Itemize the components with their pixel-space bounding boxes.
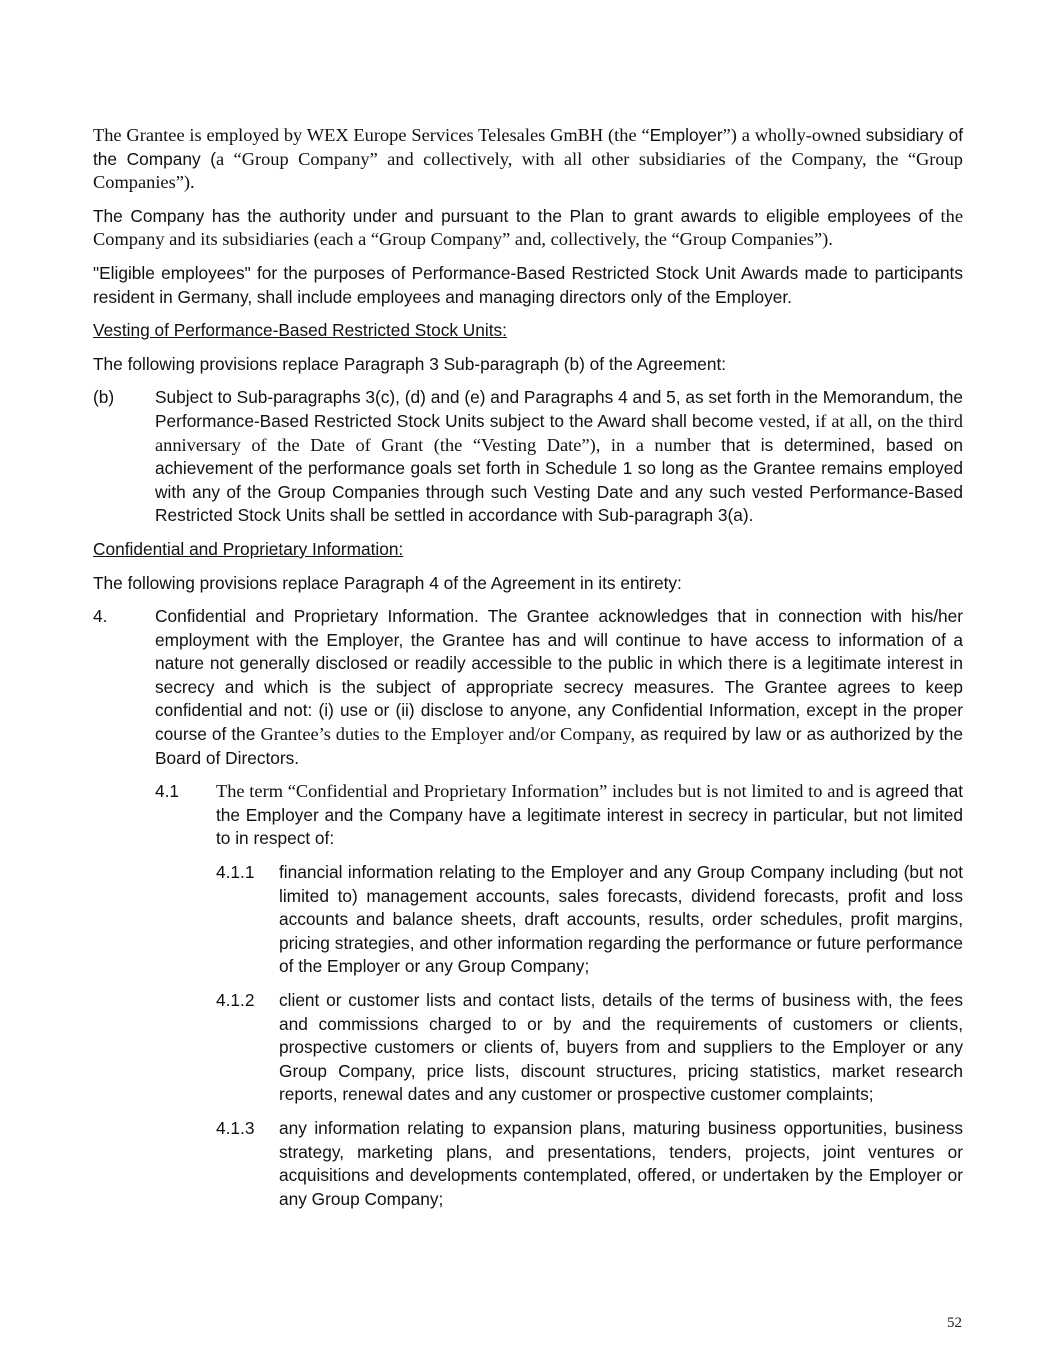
clause-4-1-3 [93, 1117, 963, 1211]
clause-number: 4. [93, 606, 108, 627]
vesting-section-heading: Vesting of Performance-Based Restricted Stock Units: [93, 320, 507, 341]
text-run: Confidential and Proprietary Information. The Grantee acknowledges that in connection with his/her employment with the Employer, the Grantee has and will continue to have access to information of a nature not generally disclosed or readily accessible to the public in which there is a legitimate interest in secrecy and which is the subject of appropriate secrecy measures. The Grantee agrees to keep confidential and not: (i) use or (ii) disclose to anyone, any Confidential Information, except in the proper course of the [155, 606, 963, 745]
company-authority-paragraph [93, 205, 963, 252]
clause-text: client or customer lists and contact lists, details of the terms of business with, the fees and commissions charged to or by and the requirements of customers or clients, prospective customers or clients of, buyers from and suppliers to the Employer or any Group Company, price lists, discount structures, pricing statistics, market research reports, renewal dates and any customer or prospective customer complaints; [279, 990, 963, 1105]
text-run: ”) a wholly-owned [722, 125, 866, 145]
clause-4-1-2 [93, 989, 963, 1107]
clause-text: any information relating to expansion plans, maturing business opportunities, business strategy, marketing plans, and presentations, tenders, projects, joint ventures or acquisitions and developments contemplated, offered, or undertaken by the Employer or any Group Company; [279, 1117, 963, 1209]
clause-number: (b) [93, 387, 115, 408]
clause-text [155, 386, 963, 528]
clause-4-1-1 [93, 861, 963, 979]
clause-text [216, 780, 963, 851]
clause-4 [93, 605, 963, 770]
page-number: 52 [947, 1315, 962, 1331]
clause-number: 4.1.3 [216, 1117, 255, 1138]
clause-text [155, 605, 963, 770]
text-run: a “Group Company” and collectively, with all other subsidiaries of the Company, the “Group Companies”). [93, 148, 964, 193]
text-run: as required by law or as authorized by the Board of Directors. [155, 724, 963, 768]
text-run: Grantee’s duties to the Employer and/or Company, [260, 724, 636, 745]
text-run: subsidiary of the Company ( [93, 125, 963, 169]
text-run: Subject to Sub-paragraphs 3(c), (d) and (e) and Paragraphs 4 and 5, as set forth in the Memorandum, the Performance-Based Restricted Stock Units subject to the Award shall become [155, 387, 963, 431]
text-run: vested, if at all, on the third anniversary of the Date of Grant (the “Vesting Date”), in a number [155, 410, 963, 455]
clause-number: 4.1 [155, 781, 180, 802]
text-run: the Company and its subsidiaries (each a “Group Company” and, collectively, the “Group Companies”). [93, 205, 963, 250]
text-run: The term “Confidential and Proprietary Information” includes but is not limited to and is [216, 781, 876, 802]
confidential-section-heading: Confidential and Proprietary Information: [93, 538, 404, 559]
text-run: The Company has the authority under and pursuant to the Plan to grant awards to eligible employees of [93, 205, 941, 226]
clause-text: financial information relating to the Employer and any Group Company including (but not limited to) management accounts, sales forecasts, dividend forecasts, profit and loss accounts and balance sheets, draft accounts, results, order schedules, profit margins, pricing strategies, and other information regarding the performance or future performance of the Employer or any Group Company; [279, 862, 963, 977]
text-run: The Grantee is employed by WEX Europe Services Telesales GmBH (the “ [93, 125, 650, 145]
grantee-employment-paragraph [93, 124, 963, 195]
text-run: that is determined, based on achievement of the performance goals set forth in Schedule 1 so long as the Grantee remains employed with any of the Group Companies through such Vesting Date and any such vested Performance-Based Restricted Stock Units shall be settled in accordance with Sub-paragraph 3(a). [155, 434, 964, 526]
clause-b [93, 386, 963, 528]
clause-number: 4.1.1 [216, 862, 255, 883]
clause-number: 4.1.2 [216, 990, 255, 1010]
clause-4-1 [93, 780, 963, 851]
text-run: agreed that the Employer and the Company have a legitimate interest in secrecy in particular, but not limited to in respect of: [216, 781, 964, 849]
vesting-section-intro: The following provisions replace Paragraph 3 Sub-paragraph (b) of the Agreement: [93, 353, 727, 374]
text-run: Employer [649, 125, 723, 145]
confidential-section-intro: The following provisions replace Paragraph 4 of the Agreement in its entirety: [93, 572, 682, 593]
document-body [93, 124, 963, 1221]
eligible-employees-paragraph: "Eligible employees" for the purposes of Performance-Based Restricted Stock Unit Awards made to participants resident in Germany, shall include employees and managing directors only of the Employer. [93, 262, 963, 307]
